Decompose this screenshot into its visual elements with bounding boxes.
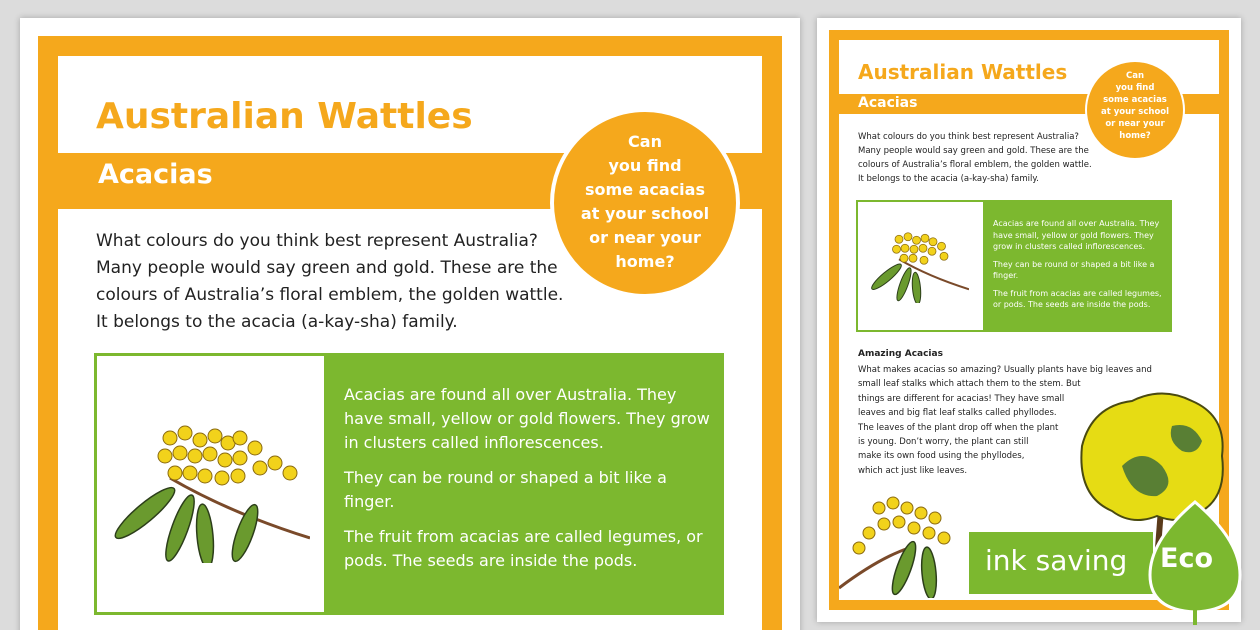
question-line: at your school bbox=[1100, 107, 1170, 117]
question-line: home? bbox=[1119, 131, 1151, 141]
question-line: some acacias bbox=[1103, 95, 1167, 105]
fact-list bbox=[993, 218, 1169, 317]
intro-line: What colours do you think best represent Australia? bbox=[858, 132, 1079, 142]
wattle-sprig-illustration bbox=[839, 488, 959, 598]
intro-line: It belongs to the acacia (a-kay-sha) family. bbox=[96, 312, 458, 332]
large-poster-page bbox=[20, 18, 800, 630]
intro-text bbox=[96, 228, 586, 336]
fact-list bbox=[344, 383, 714, 584]
intro-line: Many people would say green and gold. These are the bbox=[96, 258, 558, 278]
intro-line: colours of Australia’s floral emblem, the golden wattle. bbox=[858, 160, 1092, 170]
section-line: small leaf stalks which attach them to the stem. But bbox=[858, 379, 1081, 390]
question-line: at your school bbox=[580, 204, 710, 223]
question-line: some acacias bbox=[585, 180, 705, 199]
page-title: Australian Wattles bbox=[858, 60, 1068, 84]
section-heading: Amazing Acacias bbox=[858, 349, 943, 359]
fact-text: The fruit from acacias are called legumes, or pods. The seeds are inside the pods. bbox=[993, 288, 1162, 309]
ink-saving-text: ink saving bbox=[985, 544, 1128, 577]
question-line: or near your bbox=[589, 228, 701, 247]
fact-text: The fruit from acacias are called legumes, or pods. The seeds are inside the pods. bbox=[344, 527, 703, 570]
eco-label: Eco bbox=[1160, 543, 1213, 574]
question-line: you find bbox=[608, 156, 682, 175]
question-text bbox=[1095, 70, 1175, 142]
intro-line: What colours do you think best represent Australia? bbox=[96, 231, 538, 251]
fact-text: Acacias are found all over Australia. They have small, yellow or gold flowers. They grow in clusters called inflorescences. bbox=[344, 385, 710, 452]
wattle-sprig-illustration bbox=[110, 418, 310, 563]
intro-line: It belongs to the acacia (a-kay-sha) family. bbox=[858, 174, 1039, 184]
question-line: Can bbox=[628, 132, 662, 151]
section-line: What makes acacias so amazing? Usually plants have big leaves and bbox=[858, 365, 1152, 375]
fact-text: They can be round or shaped a bit like a finger. bbox=[993, 259, 1155, 280]
intro-line: Many people would say green and gold. These are the bbox=[858, 146, 1089, 156]
wattle-sprig-illustration bbox=[869, 228, 969, 303]
section-line: which act just like leaves. bbox=[858, 465, 968, 476]
fact-text: They can be round or shaped a bit like a finger. bbox=[344, 468, 667, 511]
section-line: leaves and big flat leaf stalks called phyllodes. bbox=[858, 408, 1057, 419]
question-line: Can bbox=[1125, 71, 1145, 81]
section-line: The leaves of the plant drop off when the plant bbox=[858, 422, 1059, 433]
fact-text: Acacias are found all over Australia. They have small, yellow or gold flowers. They grow in clusters called inflorescences. bbox=[993, 219, 1160, 251]
question-text bbox=[570, 130, 720, 274]
question-line: you find bbox=[1115, 83, 1155, 93]
question-line: home? bbox=[615, 252, 675, 271]
page-title: Australian Wattles bbox=[96, 96, 473, 137]
section-line: things are different for acacias! They have small bbox=[858, 393, 1065, 404]
section-line: is young. Don’t worry, the plant can still bbox=[858, 437, 1029, 448]
page-subtitle: Acacias bbox=[858, 95, 918, 111]
section-line: make its own food using the phyllodes, bbox=[858, 451, 1025, 462]
intro-line: colours of Australia’s floral emblem, the golden wattle. bbox=[96, 285, 564, 305]
page-subtitle: Acacias bbox=[98, 159, 213, 190]
question-line: or near your bbox=[1105, 119, 1165, 129]
